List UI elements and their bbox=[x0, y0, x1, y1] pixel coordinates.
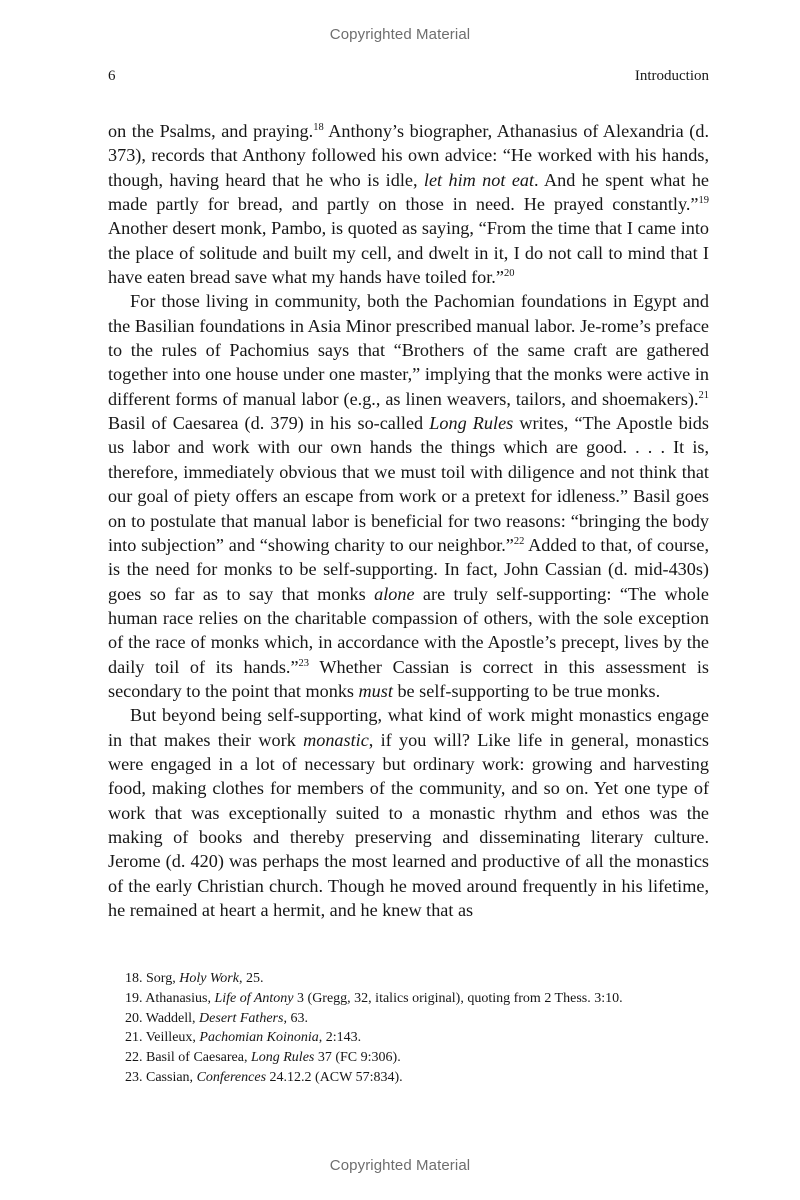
footnote: 20. Waddell, Desert Fathers, 63. bbox=[125, 1010, 308, 1026]
footnote: 18. Sorg, Holy Work, 25. bbox=[125, 971, 264, 986]
footnote: 19. Athanasius, Life of Antony 3 (Gregg, 32, italics original), quoting from 2 Thess. 3:10. bbox=[125, 990, 623, 1006]
footnote-reference: 23 bbox=[298, 657, 310, 669]
body-text bbox=[108, 119, 709, 922]
italic-text: alone bbox=[374, 583, 415, 604]
italic-text: let him not eat bbox=[423, 169, 535, 190]
italic-text: Long Rules bbox=[250, 1050, 315, 1066]
italic-text: Long Rules bbox=[429, 413, 514, 434]
footnote: 22. Basil of Caesarea, Long Rules 37 (FC 9:306). bbox=[125, 1050, 401, 1066]
section-title: Introduction bbox=[634, 68, 709, 84]
footnote-reference: 19 bbox=[698, 195, 709, 207]
footnotes bbox=[125, 969, 715, 1088]
footnote-reference: 20 bbox=[503, 268, 515, 280]
paragraph: But beyond being self-supporting, what kind of work might monastics engage in that makes their work monastic, if you will? Like life in general, monastics were engaged in a lot of necessary but ordinary work: growing and harvesting food, making clothes for members of the community, and so on. Yet one type of work that was exceptionally suited to a monastic rhythm and ethos was the making of books and thereby preserving and disseminating literary culture. Jerome (d. 420) was perhaps the most learned and productive of all the monastics of the early Christian church. Though he moved around frequently in his lifetime, he remained at heart a hermit, and he knew that as bbox=[108, 705, 709, 920]
paragraph: For those living in community, both the Pachomian foundations in Egypt and the Basilian foundations in Asia Minor prescribed manual labor. Je-rome’s preface to the rules of Pachomius says that “Brothers of the same craft are gathered together into one house under one master,” implying that the monks were active in different forms of manual labor (e.g., as linen weavers, tailors, and shoemakers).$^{21}$ Basil of Caesarea (d. 379) in his so-called Long Rules writes, “The Apostle bids us labor and work with our own hands the things which are good. . . . It is, therefore, immediately obvious that we must toil with diligence and not think that our goal of piety offers an escape from work or a pretext for idleness.” Basil goes on to postulate that manual labor is beneficial for two reasons: “bringing the body into subjection” and “showing charity to our neighbor.”$^{22}$ Added to that, of course, is the need for monks to be self-supporting. In fact, John Cassian (d. mid-430s) goes so far as to say that monks alone are truly self-supporting: “The whole human race relies on the charitable compassion of others, with the sole exception of the race of monks which, in accordance with the Apostle’s precept, lives by the daily toil of its hands.”$^{23}$ Whether Cassian is correct in this assessment is secondary to the point that monks must be self-supporting to be true monks. bbox=[108, 291, 710, 701]
italic-text: Life of Antony bbox=[214, 990, 294, 1006]
copyright-watermark-bottom: Copyrighted Material bbox=[329, 1157, 471, 1174]
footnote-reference: 21 bbox=[698, 389, 709, 401]
italic-text: Desert Fathers bbox=[199, 1010, 284, 1026]
italic-text: Pachomian Koinonia bbox=[199, 1030, 319, 1046]
italic-text: Conferences bbox=[196, 1069, 267, 1085]
footnote-reference: 22 bbox=[513, 535, 525, 547]
italic-text: must bbox=[358, 680, 393, 701]
paragraph: on the Psalms, and praying.$^{18}$ Anthony’s biographer, Athanasius of Alexandria (d. 373), records that Anthony followed his own advice: “He worked with his hands, though, having heard that he who is idle, let him not eat. And he spent what he made partly for bread, and partly on those in need. He prayed constantly.”$^{19}$ Another desert monk, Pambo, is quoted as saying, “From the time that I came into the place of solitude and built my cell, and dwelt in it, I do not call to mind that I have eaten bread save what my hands have toiled for.”$^{20}$ bbox=[108, 121, 710, 288]
footnote-reference: 18 bbox=[313, 122, 324, 133]
italic-text: Holy Work bbox=[179, 971, 239, 986]
footnote: 23. Cassian, Conferences 24.12.2 (ACW 57:834). bbox=[125, 1069, 403, 1085]
copyright-watermark-top: Copyrighted Material bbox=[329, 26, 471, 43]
page-number: 6 bbox=[108, 68, 116, 84]
italic-text: monastic bbox=[303, 729, 369, 750]
footnote: 21. Veilleux, Pachomian Koinonia, 2:143. bbox=[125, 1030, 362, 1046]
